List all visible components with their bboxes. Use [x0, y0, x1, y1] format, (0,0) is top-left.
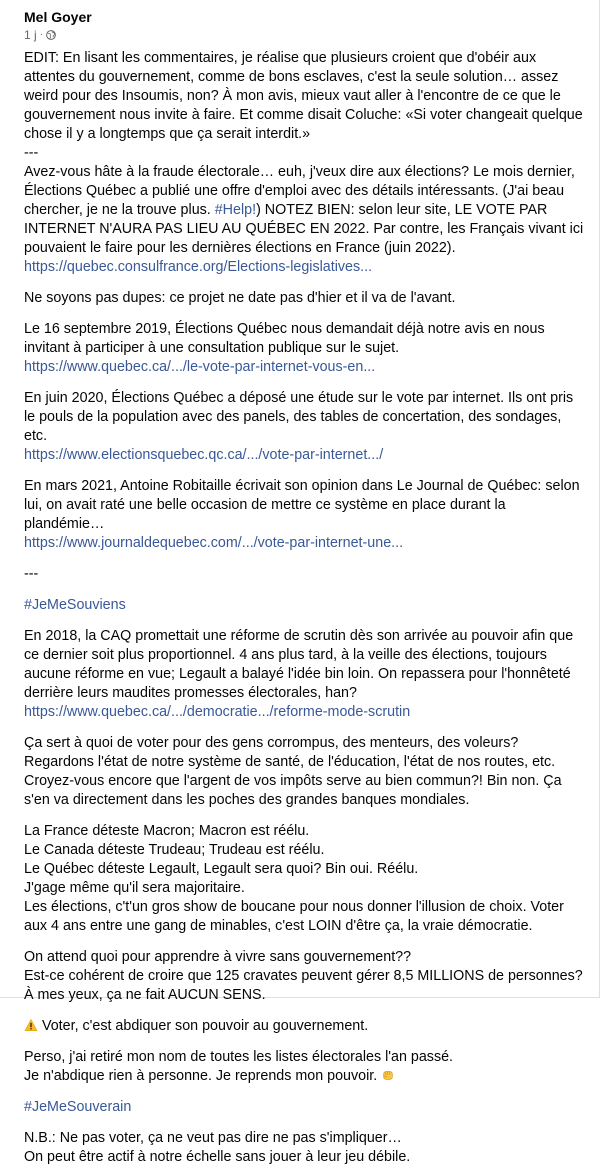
text-segment: En mars 2021, Antoine Robitaille écrivait son opinion dans Le Journal de Québec: selon lui, on avait raté une belle occasion de mettre ce système en place durant la plandémie… — [24, 478, 580, 532]
text-line — [24, 822, 585, 841]
text-segment: Je n'abdique rien à personne. Je reprends mon pouvoir. — [24, 1068, 382, 1084]
text-segment: À mes yeux, ça ne fait AUCUN SENS. — [24, 987, 266, 1003]
post-paragraph — [24, 1098, 585, 1117]
text-line — [24, 49, 585, 144]
link-line — [24, 358, 585, 377]
text-segment: Avez-vous hâte à la fraude électorale… euh, j'veux dire aux élections? Le mois dernier, Élections Québec a publié une offre d'emploi avec des détails intéressants. (J'ai beau chercher, je ne la trouve plus. — [24, 164, 575, 218]
text-segment: Les élections, c't'un gros show de boucane pour nous donner l'illusion de choix. Voter aux 4 ans entre une gang de minables, c'est LOIN d'être ça, la vraie démocratie. — [24, 899, 564, 934]
hashtag-line — [24, 596, 585, 615]
text-line — [24, 967, 585, 986]
post-paragraph — [24, 1129, 585, 1167]
hashtag-link[interactable]: #Help! — [214, 202, 257, 218]
text-line — [24, 948, 585, 967]
post-paragraph — [24, 1017, 585, 1036]
text-line — [24, 841, 585, 860]
post-link[interactable]: https://quebec.consulfrance.org/Elections-legislatives... — [24, 259, 373, 275]
post-paragraph — [24, 389, 585, 465]
text-segment: J'gage même qu'il sera majoritaire. — [24, 880, 245, 896]
text-line — [24, 320, 585, 358]
text-line — [24, 289, 585, 308]
text-segment: Regardons l'état de notre système de santé, de l'éducation, l'état de nos routes, etc. Croyez-vous encore que l'argent de vos impôts serve au bien commun?! Bin non. Ça s'en va directement dans les poches des grandes banques mondiales. — [24, 754, 562, 808]
text-segment: La France déteste Macron; Macron est réélu. — [24, 823, 310, 839]
text-line — [24, 144, 585, 163]
link-line — [24, 446, 585, 465]
text-segment: Le 16 septembre 2019, Élections Québec nous demandait déjà notre avis en nous invitant à participer à une consultation publique sur le sujet. — [24, 321, 545, 356]
text-line — [24, 477, 585, 534]
text-segment: ) NOTEZ BIEN: selon leur site, LE VOTE PAR INTERNET N'AURA PAS LIEU AU QUÉBEC EN 2022. Par contre, les Français vivant ici pouvaient le faire pour les dernières élections en France (juin 2022). — [24, 202, 584, 256]
post-link[interactable]: https://www.journaldequebec.com/.../vote-par-internet-une... — [24, 535, 404, 551]
text-segment: On peut être actif à notre échelle sans jouer à leur jeu débile. — [24, 1149, 411, 1165]
text-line — [24, 986, 585, 1005]
post-author[interactable]: Mel Goyer — [24, 9, 92, 25]
text-segment: On attend quoi pour apprendre à vivre sans gouvernement?? — [24, 949, 412, 965]
text-segment: Perso, j'ai retiré mon nom de toutes les listes électorales l'an passé. — [24, 1049, 454, 1065]
text-line — [24, 753, 585, 810]
link-line — [24, 534, 585, 553]
post-paragraph — [24, 565, 585, 584]
text-segment: Le Canada déteste Trudeau; Trudeau est réélu. — [24, 842, 325, 858]
post-paragraph — [24, 596, 585, 615]
text-line — [24, 879, 585, 898]
text-line — [24, 1129, 585, 1148]
text-line — [24, 1067, 585, 1086]
text-line — [24, 1048, 585, 1067]
text-segment: En juin 2020, Élections Québec a déposé une étude sur le vote par internet. Ils ont pris le pouls de la population avec des panels, des tables de concertation, des sondages, etc. — [24, 390, 574, 444]
post-paragraph — [24, 477, 585, 553]
post-paragraph — [24, 1048, 585, 1086]
meta-separator: · — [39, 29, 44, 40]
post-link[interactable]: https://www.quebec.ca/.../democratie.../reforme-mode-scrutin — [24, 704, 411, 720]
hashtag-link[interactable]: #JeMeSouverain — [24, 1099, 132, 1115]
text-segment: N.B.: Ne pas voter, ça ne veut pas dire ne pas s'impliquer… — [24, 1130, 402, 1146]
text-line — [24, 389, 585, 446]
post-meta — [24, 27, 585, 43]
hashtag-line — [24, 1098, 585, 1117]
globe-icon[interactable] — [46, 30, 56, 40]
post-link[interactable]: https://www.electionsquebec.qc.ca/.../vote-par-internet.../ — [24, 447, 384, 463]
text-segment: Voter, c'est abdiquer son pouvoir au gouvernement. — [38, 1018, 369, 1034]
text-segment: Ça sert à quoi de voter pour des gens corrompus, des menteurs, des voleurs? — [24, 735, 519, 751]
text-line — [24, 565, 585, 584]
text-segment: --- — [24, 566, 39, 582]
post-paragraph — [24, 49, 585, 277]
post-paragraph — [24, 734, 585, 810]
text-line — [24, 898, 585, 936]
warning-icon — [24, 1018, 38, 1032]
hashtag-link[interactable]: #JeMeSouviens — [24, 597, 126, 613]
post-body — [24, 49, 585, 1167]
post-paragraph — [24, 627, 585, 722]
text-segment: Le Québec déteste Legault, Legault sera quoi? Bin oui. Réélu. — [24, 861, 419, 877]
text-line — [24, 860, 585, 879]
text-line — [24, 734, 585, 753]
post-paragraph — [24, 822, 585, 936]
link-line — [24, 703, 585, 722]
text-line — [24, 1148, 585, 1167]
text-segment: --- — [24, 145, 39, 161]
text-line — [24, 1017, 585, 1036]
text-line — [24, 627, 585, 703]
text-segment: Ne soyons pas dupes: ce projet ne date pas d'hier et il va de l'avant. — [24, 290, 456, 306]
text-segment: En 2018, la CAQ promettait une réforme de scrutin dès son arrivée au pouvoir afin que ce dernier soit plus proportionnel. 4 ans plus tard, à la veille des élections, toujours aucune réforme en vue; Legault a balayé l'idée bin loin. On repassera pour l'honnêteté derrière leurs maudites promesses électorales, han? — [24, 628, 574, 701]
text-segment: Est-ce cohérent de croire que 125 cravates peuvent gérer 8,5 MILLIONS de personnes? — [24, 968, 583, 984]
text-line — [24, 163, 585, 258]
post-link[interactable]: https://www.quebec.ca/.../le-vote-par-internet-vous-en... — [24, 359, 376, 375]
post-paragraph — [24, 289, 585, 308]
fist-icon — [381, 1068, 395, 1082]
text-segment: EDIT: En lisant les commentaires, je réalise que plusieurs croient que d'obéir aux attentes du gouvernement, comme de bons esclaves, c'est la seule solution… assez weird pour des Insoumis, non? À mon avis, mieux vaut aller à l'encontre de ce que le gouvernement nous invite à faire. Et comme disait Coluche: «Si voter changeait quelque chose il y a longtemps que ça serait interdit.» — [24, 50, 583, 142]
post-paragraph — [24, 948, 585, 1005]
post-paragraph — [24, 320, 585, 377]
post-time[interactable]: 1 j — [24, 28, 37, 42]
link-line — [24, 258, 585, 277]
